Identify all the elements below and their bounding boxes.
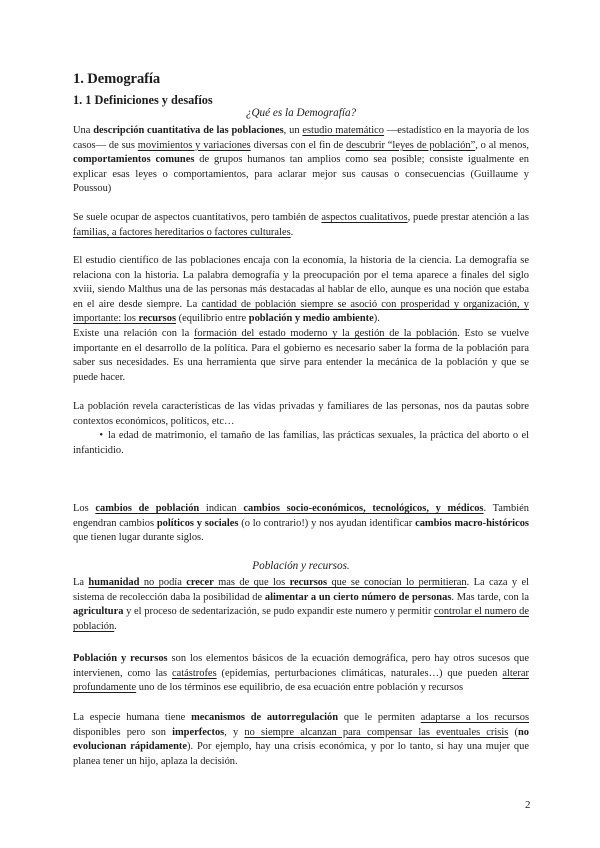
text: de grupos humanos tan amplios como sea posible; consiste igualmente en explicar esas leyes o comportamientos, para aclarar mejor sus causas o consecuencias (Guillaume y Poussou): [73, 154, 530, 195]
text: ).: [373, 313, 380, 325]
text: ). Por ejemplo, hay una crisis económica, y por lo tanto, si hay una mujer que planea tener un hijo, aplaza la decisión.: [73, 741, 529, 767]
text: la edad de matrimonio, el tamaño de las familias, las prácticas sexuales, la práctica del aborto o el infanticidio.: [73, 430, 529, 456]
subsection-heading: 1. 1 Definiciones y desafíos: [73, 93, 213, 107]
text: Se suele ocupar de aspectos cuantitativos, pero también de: [73, 212, 322, 223]
text: , y: [224, 726, 245, 738]
section-heading: 1. Demografía: [73, 71, 161, 87]
underlined-text: estudio matemático: [302, 125, 385, 136]
text: . Mas tarde, con la: [451, 591, 529, 603]
bold-underlined-text: cambios de población: [95, 503, 200, 514]
underlined-text: adaptarse a los recursos: [420, 712, 530, 723]
text: Los: [73, 503, 96, 514]
underlined-text: formación del estado moderno y la gestión de la población: [193, 328, 458, 339]
underlined-text: no siempre alcanzan para compensar las eventuales crisis: [244, 726, 509, 738]
text: . La caza y el sistema de recolección daba la posibilidad de: [73, 577, 529, 603]
bold-underlined-text: recursos: [138, 313, 177, 325]
text: . También engendran cambios: [73, 503, 529, 529]
text: que tienen lugar durante siglos.: [73, 532, 204, 544]
underlined-text: familias, a factores hereditarios o factores culturales: [73, 226, 291, 238]
paragraph-resources: [73, 652, 529, 696]
underlined-text: catástrofes: [172, 667, 217, 679]
paragraph-humanity: [73, 576, 529, 634]
text: —estadístico en la mayoría de los casos— de sus: [73, 125, 530, 151]
paragraph-changes: [73, 502, 529, 546]
text: (o lo contrario!) y nos ayudan identificar: [238, 517, 416, 529]
text: Existe una relación con la: [73, 328, 194, 339]
text: El estudio científico de las poblaciones encaja con la economía, la historia de la ciencia. La demografía se relaciona con la historia. La palabra demografía y la preocupación por el tema aparece a finales del siglo xviii, siendo Malthus una de las personas más destacadas al hablar de ello, aunque es una noción que estaba en el aire desde siempre. La: [73, 255, 529, 310]
text: (equilibrio entre: [176, 313, 249, 325]
text: .: [290, 226, 294, 238]
paragraph-self-regulation: [73, 711, 529, 769]
bold-text: población y medio ambiente: [248, 313, 374, 325]
bold-text: cambios macro-históricos: [415, 517, 529, 529]
bold-text: políticos y sociales: [156, 517, 239, 529]
text: La: [73, 577, 89, 588]
underlined-text: que se conocían lo permitieran: [327, 577, 467, 588]
text: (epidemias, perturbaciones climáticas, naturales…) que pueden: [216, 667, 503, 679]
paragraph-history: [73, 254, 529, 327]
underlined-text: controlar el numero de población: [73, 606, 529, 632]
text: (: [508, 726, 518, 738]
bold-text: no evolucionan rápidamente: [73, 726, 530, 753]
text: , o al menos,: [475, 139, 529, 151]
bold-text: imperfectos: [172, 726, 225, 738]
paragraph-definition: [73, 124, 529, 197]
text: , un: [283, 125, 303, 136]
text: Una: [73, 125, 94, 136]
page-number: 2: [525, 799, 531, 811]
text: uno de los términos ese equilibrio, de esa ecuación entre población y recursos: [136, 682, 464, 694]
question-heading: Población y recursos.: [252, 560, 350, 572]
bullet-item: [73, 429, 529, 458]
underlined-text: indican: [199, 503, 244, 514]
text: diversas con el fin de: [250, 139, 347, 151]
underlined-text: movimientos y variaciones: [137, 139, 251, 151]
bold-underlined-text: humanidad: [88, 577, 140, 588]
bold-text: agricultura: [73, 606, 124, 618]
bold-underlined-text: crecer: [186, 577, 214, 588]
underlined-text: cantidad de población siempre se asoció con prosperidad y organización, y importante: los: [73, 298, 529, 325]
bold-text: mecanismos de autorregulación: [191, 712, 339, 723]
underlined-text: descubrir “leyes de población”: [346, 139, 476, 151]
text: que le permiten: [338, 712, 421, 723]
text: . Esto se vuelve importante en el desarrollo de la política. Para el gobierno es necesario saber la forma de la población para saber sus necesidades. Es una herramienta que sirve para entender la mecánica de la población y que se puede hacer.: [73, 328, 530, 383]
bold-underlined-text: recursos: [289, 577, 328, 588]
text: La especie humana tiene: [73, 712, 192, 723]
paragraph-population-reveals: La población revela características de las vidas privadas y familiares de las personas, nos da pautas sobre contextos económicos, políticos, etc…: [73, 401, 529, 427]
bullet-mark: •: [99, 430, 103, 441]
underlined-text: alterar profundamente: [73, 667, 530, 694]
question-heading: ¿Qué es la Demografía?: [245, 107, 357, 119]
paragraph-state: [73, 327, 529, 385]
bold-underlined-text: cambios socio-económicos, tecnológicos, y médicos: [243, 503, 484, 514]
text: y el proceso de sedentarización, se pudo expandir este numero y permitir: [123, 606, 434, 618]
text: .: [114, 620, 117, 632]
bold-text: Población y recursos: [73, 653, 168, 664]
underlined-text: no podía: [139, 577, 187, 588]
paragraph-aspects: [73, 211, 529, 240]
text: , puede prestar atención a las: [407, 212, 529, 223]
bold-text: comportamientos comunes: [73, 154, 195, 166]
text: son los elementos básicos de la ecuación demográfica, pero hay otros sucesos que intervienen, como las: [73, 653, 529, 679]
text: disponibles pero son: [73, 726, 173, 738]
bold-text: alimentar a un cierto número de personas: [264, 591, 452, 603]
bold-text: descripción cuantitativa de las poblaciones: [93, 125, 284, 136]
underlined-text: aspectos cualitativos: [321, 212, 408, 223]
underlined-text: mas de que los: [213, 577, 290, 588]
